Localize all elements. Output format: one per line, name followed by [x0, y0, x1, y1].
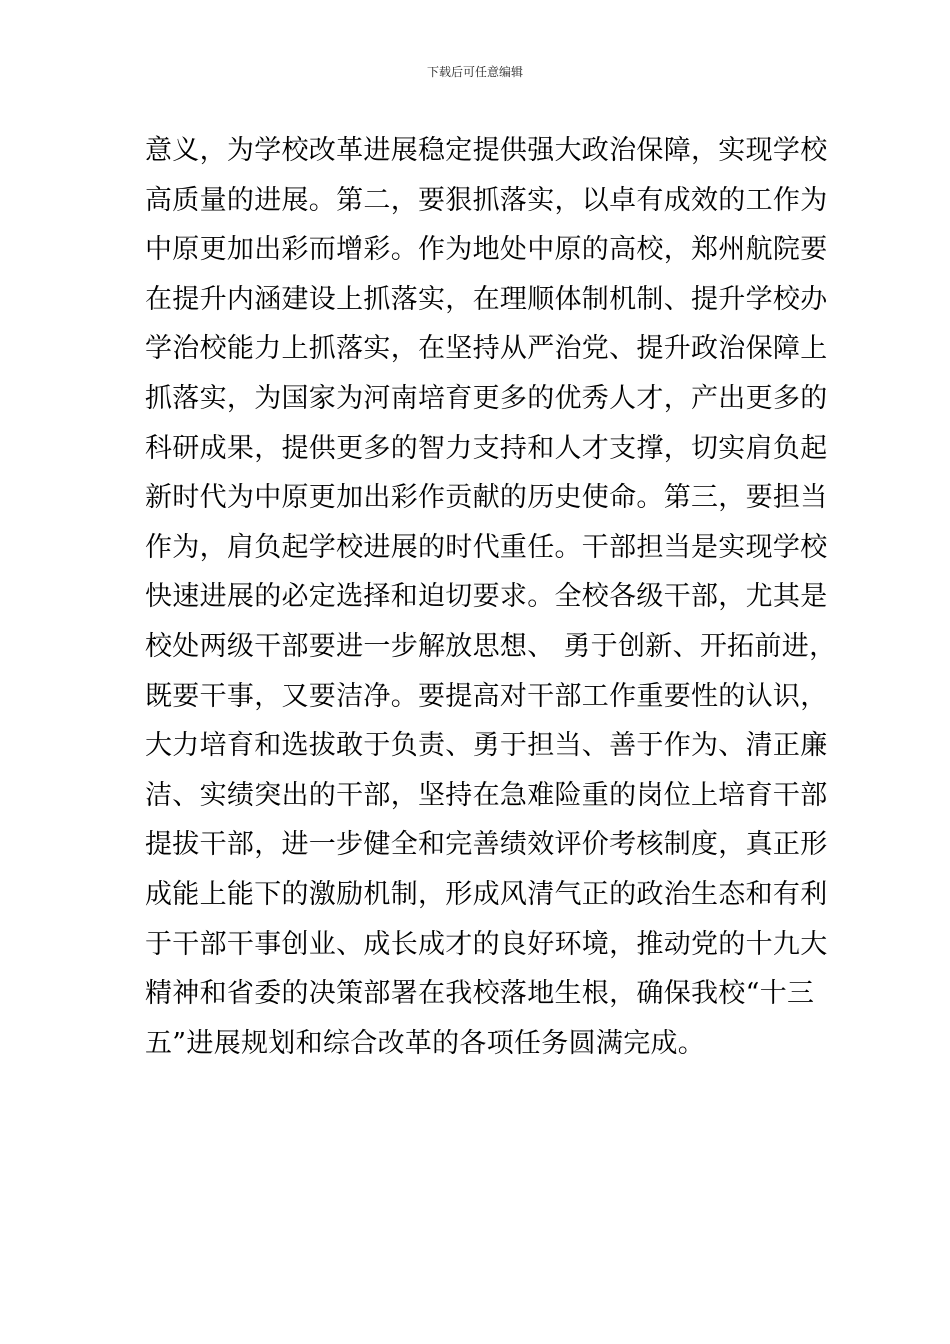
text-line: 在提升内涵建设上抓落实，在理顺体制机制、提升学校办 — [145, 283, 828, 315]
text-line: 提拔干部，进一步健全和完善绩效评价考核制度，真正形 — [145, 829, 828, 861]
text-line: 高质量的进展。第二，要狠抓落实，以卓有成效的工作为 — [145, 184, 828, 216]
text-line: 五”进展规划和综合改革的各项任务圆满完成。 — [145, 1027, 706, 1059]
text-line: 抓落实，为国家为河南培育更多的优秀人才，产出更多的 — [145, 382, 828, 414]
text-line: 科研成果，提供更多的智力支持和人才支撑，切实肩负起 — [145, 432, 828, 464]
text-line: 成能上能下的激励机制，形成风清气正的政治生态和有利 — [145, 878, 828, 910]
text-line: 新时代为中原更加出彩作贡献的历史使命。第三，要担当 — [145, 482, 828, 514]
text-line: 于干部干事创业、成长成才的良好环境，推动党的十九大 — [145, 928, 828, 960]
text-line: 校处两级干部要进一步解放思想、 勇于创新、开拓前进， — [145, 630, 837, 662]
text-line: 作为，肩负起学校进展的时代重任。干部担当是实现学校 — [145, 531, 828, 563]
text-line: 快速进展的必定选择和迫切要求。全校各级干部，尤其是 — [145, 581, 828, 613]
text-line: 意义，为学校改革进展稳定提供强大政治保障，实现学校 — [145, 135, 828, 166]
text-line: 中原更加出彩而增彩。作为地处中原的高校，郑州航院要 — [145, 234, 828, 266]
text-line: 既要干事，又要洁净。要提高对干部工作重要性的认识， — [145, 680, 828, 712]
text-line: 洁、实绩突出的干部，坚持在急难险重的岗位上培育干部 — [145, 779, 828, 811]
text-line: 大力培育和选拔敢于负责、勇于担当、善于作为、清正廉 — [145, 730, 828, 762]
text-line: 学治校能力上抓落实，在坚持从严治党、提升政治保障上 — [145, 333, 828, 365]
text-line: 精神和省委的决策部署在我校落地生根，确保我校“十三 — [145, 978, 815, 1010]
page-header: 下载后可任意编辑 — [426, 65, 523, 79]
body-paragraph — [145, 126, 837, 1068]
